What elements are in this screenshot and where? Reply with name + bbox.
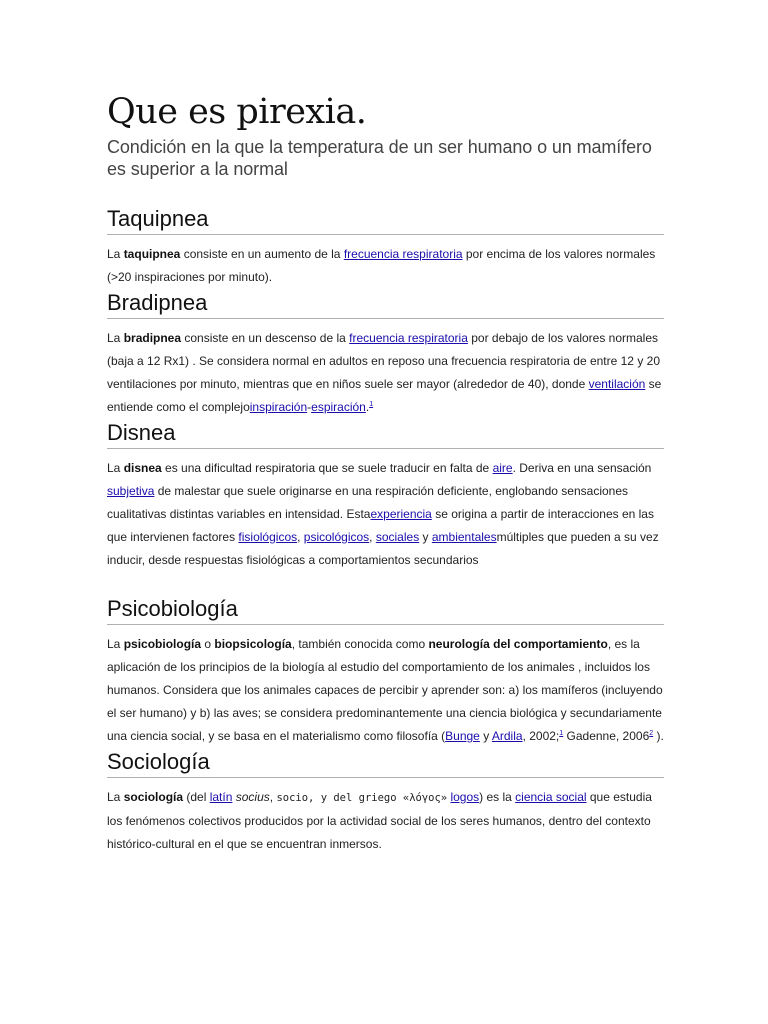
section-heading-sociologia: Sociología — [107, 748, 664, 778]
text-run: se origina a partir de interacciones en las que intervienen factores — [107, 507, 654, 544]
link-sociales[interactable]: sociales — [375, 530, 420, 544]
text-run: . — [365, 400, 370, 414]
link-inspiracion[interactable]: inspiración — [249, 400, 308, 414]
text-run: por encima de los valores normales (>20 inspiraciones por minuto). — [107, 247, 656, 284]
text-run: ). — [653, 729, 664, 743]
text-run: y — [479, 729, 492, 743]
section-heading-disnea: Disnea — [107, 419, 664, 449]
text-run: por debajo de los valores normales (baja a 12 Rx1) . Se considera normal en adultos en reposo una frecuencia respiratoria de entre 12 y 20 ventilaciones por minuto, mientras que en niños suele ser mayor (alrededor de 40), donde — [107, 331, 660, 391]
text-run: , — [369, 530, 376, 544]
text-run: La — [107, 247, 124, 261]
section-body-psicobiologia — [107, 633, 664, 748]
term-neurologia: neurología del comportamiento — [428, 637, 608, 651]
link-espiracion[interactable]: espiración — [311, 400, 366, 414]
text-run: La — [107, 637, 124, 651]
text-run: de malestar que suele originarse en una respiración deficiente, englobando sensaciones cualitativas distintas variables en intensidad. Esta — [107, 484, 629, 521]
text-run: o — [201, 637, 215, 651]
link-ciencia-social[interactable]: ciencia social — [515, 790, 587, 804]
text-run: , 2002; — [522, 729, 560, 743]
text-run: consiste en un aumento de la — [180, 247, 344, 261]
term-biopsicologia: biopsicología — [214, 637, 292, 651]
text-run: La — [107, 461, 124, 475]
text-run: ) es la — [479, 790, 516, 804]
link-bunge[interactable]: Bunge — [445, 729, 480, 743]
link-frecuencia-respiratoria[interactable]: frecuencia respiratoria — [349, 331, 468, 345]
etymology-text: socio, y del griego «λόγος» — [276, 792, 448, 804]
footnote-ref-1[interactable]: 1 — [559, 730, 564, 737]
text-run: (del — [183, 790, 210, 804]
text-run: La — [107, 331, 124, 345]
link-fisiologicos[interactable]: fisiológicos — [238, 530, 298, 544]
link-ardila[interactable]: Ardila — [491, 729, 523, 743]
text-run: , es la aplicación de los principios de la biología al estudio del comportamiento de los animales , incluidos los humanos. Considera que los animales capaces de percibir y aprender son: a) los mamíferos (incluyendo el ser humano) y b) las aves; se considera predominantemente una ciencia biológica y secundariamente una ciencia social, y se basa en el materialismo como filosofía ( — [107, 637, 663, 743]
term-sociologia: sociología — [123, 790, 184, 804]
link-psicologicos[interactable]: psicológicos — [303, 530, 370, 544]
link-frecuencia-respiratoria[interactable]: frecuencia respiratoria — [343, 247, 463, 261]
text-run: se entiende como el complejo — [107, 377, 662, 414]
section-heading-psicobiologia: Psicobiología — [107, 595, 664, 625]
text-run: múltiples que pueden a su vez inducir, desde respuestas fisiológicas a comportamientos secundarios — [107, 530, 659, 567]
text-run: es una dificultad respiratoria que se suele traducir en falta de — [161, 461, 493, 475]
term-disnea: disnea — [123, 461, 162, 475]
text-run: , — [269, 790, 277, 804]
term-taquipnea: taquipnea — [123, 247, 181, 261]
link-logos[interactable]: logos — [450, 790, 480, 804]
text-run: y — [419, 530, 432, 544]
term-psicobiologia: psicobiología — [123, 637, 202, 651]
link-latin[interactable]: latín — [209, 790, 233, 804]
link-ambientales[interactable]: ambientales — [431, 530, 497, 544]
page-subtitle: Condición en la que la temperatura de un ser humano o un mamífero es superior a la normal — [107, 137, 652, 179]
footnote-ref-2[interactable]: 2 — [649, 730, 654, 737]
section-body-disnea — [107, 457, 664, 572]
section-body-sociologia — [107, 786, 664, 856]
footnote-ref-1[interactable]: 1 — [369, 401, 374, 408]
text-run: consiste en un descenso de la — [181, 331, 350, 345]
section-body-taquipnea — [107, 243, 664, 289]
term-bradipnea: bradipnea — [123, 331, 182, 345]
link-subjetiva[interactable]: subjetiva — [107, 484, 155, 498]
term-socius: socius — [235, 790, 270, 804]
document-content — [107, 88, 664, 856]
link-experiencia[interactable]: experiencia — [370, 507, 432, 521]
text-run: , — [297, 530, 304, 544]
text-run: . Deriva en una sensación — [512, 461, 652, 475]
text-run: - — [307, 400, 312, 414]
link-ventilacion[interactable]: ventilación — [588, 377, 646, 391]
text-run: La — [107, 790, 124, 804]
section-body-bradipnea — [107, 327, 664, 419]
section-heading-taquipnea: Taquipnea — [107, 205, 664, 235]
text-run: Gadenne, 2006 — [563, 729, 650, 743]
text-run: que estudia los fenómenos colectivos producidos por la actividad social de los seres humanos, dentro del contexto histórico-cultural en el que se encuentran inmersos. — [107, 790, 652, 851]
page-title: Que es pirexia. — [107, 92, 367, 132]
text-run: , también conocida como — [291, 637, 429, 651]
section-heading-bradipnea: Bradipnea — [107, 289, 664, 319]
link-aire[interactable]: aire — [492, 461, 513, 475]
